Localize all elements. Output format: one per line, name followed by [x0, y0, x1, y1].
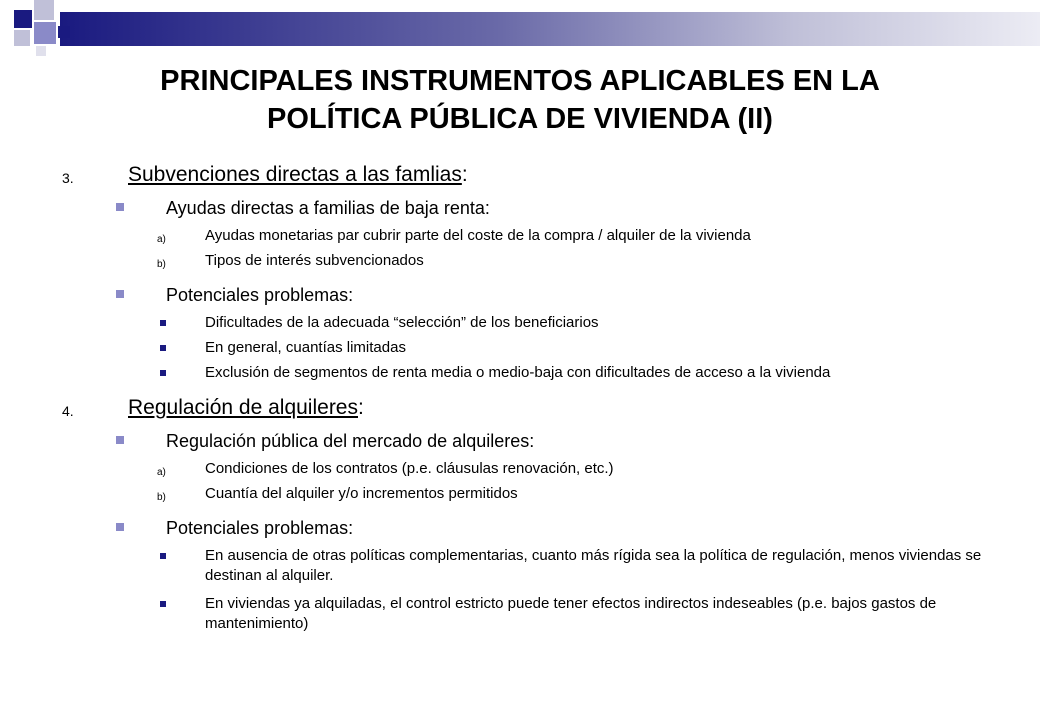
section-title: Regulación de alquileres: [128, 396, 358, 419]
item-text: Exclusión de segmentos de renta media o medio-baja con dificultades de acceso a la vivienda: [205, 364, 831, 381]
lettered-item: [62, 226, 1012, 246]
group-heading: [62, 283, 1012, 307]
lettered-item: [62, 459, 1012, 479]
decor-square: [58, 26, 70, 38]
section-title: Subvenciones directas a las famlias: [128, 163, 462, 186]
section-number: 3.: [62, 170, 74, 186]
decor-square: [34, 0, 54, 20]
section-number: 4.: [62, 403, 74, 419]
bullet-item: [62, 546, 1012, 586]
slide-content: [62, 162, 1012, 639]
small-square-bullet-icon: [160, 320, 166, 326]
item-text: Ayudas monetarias par cubrir parte del coste de la compra / alquiler de la vivienda: [205, 227, 751, 244]
small-square-bullet-icon: [160, 553, 166, 559]
group-label: Ayudas directas a familias de baja renta:: [166, 198, 490, 218]
small-square-bullet-icon: [160, 345, 166, 351]
item-text: Dificultades de la adecuada “selección” de los beneficiarios: [205, 314, 599, 331]
item-letter: a): [157, 234, 166, 245]
decor-square: [34, 22, 56, 44]
item-text: Cuantía del alquiler y/o incrementos permitidos: [205, 485, 518, 502]
bullet-item: [62, 363, 1012, 383]
lettered-item: [62, 484, 1012, 504]
title-line-2: POLÍTICA PÚBLICA DE VIVIENDA (II): [267, 103, 773, 135]
square-bullet-icon: [116, 523, 124, 531]
item-letter: b): [157, 492, 166, 503]
bullet-item: [62, 313, 1012, 333]
item-text: Tipos de interés subvencionados: [205, 252, 424, 269]
page-title: [40, 62, 1000, 138]
decor-square: [14, 30, 30, 46]
header-gradient-bar: [60, 12, 1040, 46]
lettered-item: [62, 251, 1012, 271]
group-heading: [62, 516, 1012, 540]
item-text: En ausencia de otras políticas complementarias, cuanto más rígida sea la política de regulación, menos viviendas se destinan al alquiler.: [205, 547, 982, 584]
group-heading: [62, 429, 1012, 453]
group-label: Potenciales problemas:: [166, 285, 354, 305]
group-label: Regulación pública del mercado de alquileres:: [166, 431, 535, 451]
square-bullet-icon: [116, 203, 124, 211]
item-text: En viviendas ya alquiladas, el control estricto puede tener efectos indirectos indeseables (p.e. bajos gastos de mantenimiento): [205, 595, 937, 632]
section-heading: [62, 162, 1012, 188]
group-heading: [62, 196, 1012, 220]
small-square-bullet-icon: [160, 601, 166, 607]
item-text: Condiciones de los contratos (p.e. cláusulas renovación, etc.): [205, 460, 614, 477]
item-letter: a): [157, 467, 166, 478]
decor-square: [14, 10, 32, 28]
item-text: En general, cuantías limitadas: [205, 339, 406, 356]
small-square-bullet-icon: [160, 370, 166, 376]
bullet-item: [62, 594, 1012, 634]
square-bullet-icon: [116, 436, 124, 444]
section-heading: [62, 395, 1012, 421]
section-colon: :: [358, 396, 364, 419]
group-label: Potenciales problemas:: [166, 518, 354, 538]
item-letter: b): [157, 259, 166, 270]
title-line-1: PRINCIPALES INSTRUMENTOS APLICABLES EN LA: [160, 65, 880, 97]
square-bullet-icon: [116, 290, 124, 298]
section-colon: :: [461, 163, 468, 186]
decor-square: [36, 46, 46, 56]
bullet-item: [62, 338, 1012, 358]
